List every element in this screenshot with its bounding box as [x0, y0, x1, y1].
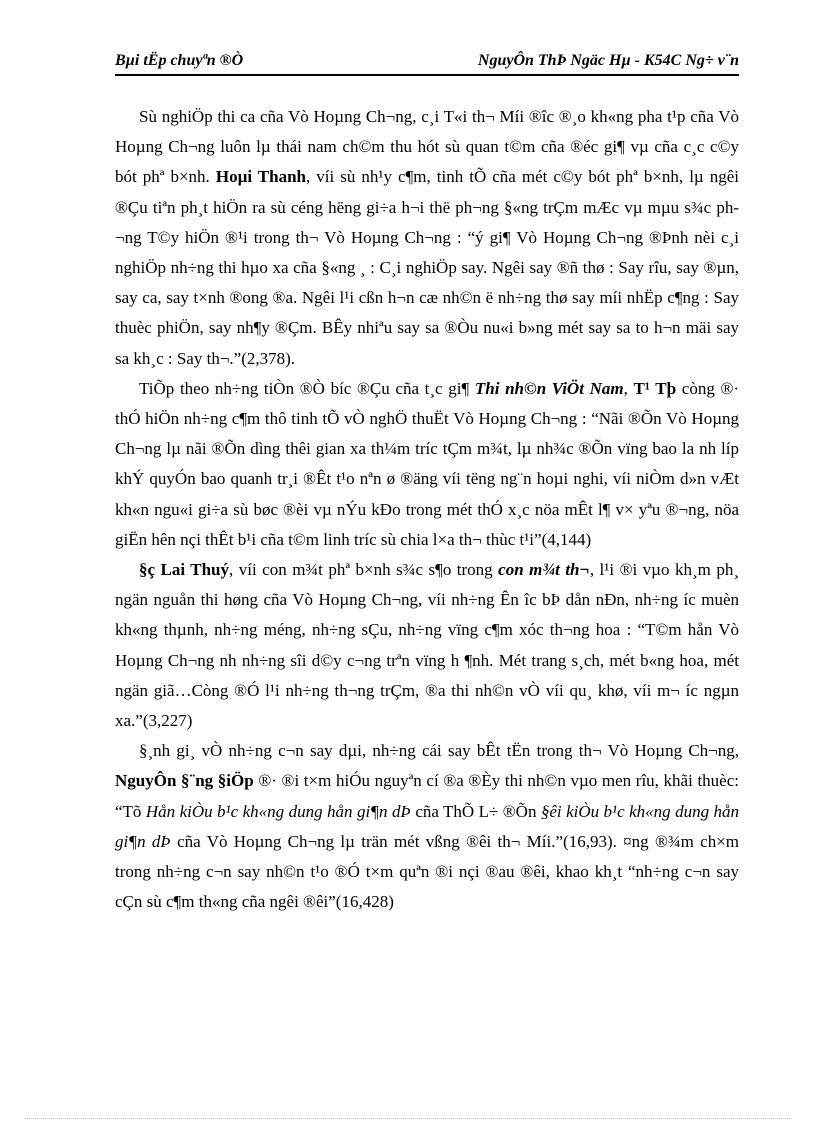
- book-title-thi-nhan-viet-nam: Thi nh©n ViÖt Nam: [474, 378, 624, 398]
- paragraph-3-text-d: , l¹i ®i vµo kh¸m ph¸ ngän nguån thi høng cña Vò Hoµng Ch¬ng, víi nh÷ng Ên îc bÞ dån nÐn, nh÷ng íc muèn kh«ng thµnh, nh÷ng méng, nh÷ng sÇu, nh÷ng vïng c¶m xóc th¬ng hoa : “T©m hån Vò Hoµng Ch¬ng nh nh÷ng sîi d©y c¬ng trªn vïng h ¶nh. Mét trang s¸ch, mét b«ng hoa, mét ngän giã…Còng ®Ó l¹i nh÷ng th¬ng trÇm, ®a thi nh©n vÒ víi qu¸ khø, víi m¬ íc ngµn xa.”(3,227): [115, 560, 739, 731]
- paragraph-4-text-g: cña Vò Hoµng Ch¬ng lµ trän mét vßng ®êi th¬ Míi.”(16,93). ¤ng ®¾m ch×m trong nh÷ng c¬n say nh©n t¹o ®Ó t×m quªn ®i nçi ®au ®êi, khao kh¸t “nh÷ng c¬n say cÇn sù c¶m th«ng cña ngêi ®êi”(16,428): [115, 831, 740, 912]
- book-title-con-mat-tho: con m¾t th¬: [498, 560, 590, 580]
- paragraph-1-text-c: , víi sù nh¹y c¶m, tinh tÕ cña mét c©y bót phª b×nh, lµ ngêi ®Çu tiªn ph¸t hiÖn ra sù céng hëng gi÷a h¬i thë ph¬ng §«ng trÇm mÆc vµ mµu s¾c ph¬ng T©y hiÖn ®¹i trong th¬ Vò Hoµng Ch¬ng : “ý gi¶ Vò Hoµng Ch¬ng ®Þnh nèi c¸i nghiÖp nh÷ng thi hµo xa cña §«ng ¸ : C¸i nghiÖp say. Ngêi say ®ñ thø : Say rîu, say ®µn, say ca, say t×nh ®ong ®a. Ngêi l¹i cßn h¬n cæ nh©n ë nh÷ng thø say míi nhËp c¶ng : Say thuèc phiÖn, say nh¶y ®Çm. BÊy nhiªu say sa ®Òu nu«i b»ng mét say sa to h¬n mäi say sa kh¸c : Say th¬.”(2,378).: [115, 167, 740, 368]
- header-right-author: NguyÔn ThÞ Ngäc Hµ - K54C Ng÷ v¨n: [477, 52, 739, 69]
- paragraph-4: [115, 736, 739, 917]
- paragraph-3-text-b: , víi con m¾t phª b×nh s¾c s¶o trong: [229, 560, 493, 580]
- page-header: [115, 50, 739, 76]
- author-ta-ty: T¹ Tþ: [633, 378, 677, 398]
- quoted-verse-2: §êi kiÒu b¹c kh«ng dung hån gi¶n dÞ: [115, 801, 740, 851]
- author-do-lai-thuy: §ç Lai Thuý: [139, 560, 230, 580]
- paragraph-1: [115, 102, 739, 374]
- paragraph-2-text-a: TiÕp theo nh÷ng tiÒn ®Ò bíc ®Çu cña t¸c gi¶: [139, 378, 470, 398]
- paragraph-2: [115, 374, 739, 555]
- header-left-title: Bµi tËp chuyªn ®Ò: [115, 52, 244, 69]
- paragraph-1-text-a: Sù nghiÖp thi ca cña Vò Hoµng Ch¬ng, c¸i T«i th¬ Míi ®îc ®¸o kh«ng pha t¹p cña Vò Hoµng Ch¬ng luôn lµ thái nam ch©m thu hót sù quan t©m cña ®éc gi¶ vµ cña c¸c c©y bót phª b×nh.: [115, 107, 739, 187]
- body-text: [115, 102, 739, 917]
- footer-divider: [24, 1118, 792, 1119]
- paragraph-4-text-e: cña ThÕ L÷ ®Õn: [415, 801, 537, 821]
- paragraph-3: [115, 555, 739, 736]
- paragraph-2-text-e: còng ®· thÓ hiÖn nh÷ng c¶m thô tinh tÕ vÒ nghÖ thuËt Vò Hoµng Ch¬ng : “Nãi ®Õn Vò Hoµng Ch¬ng lµ nãi ®Õn dìng thêi gian xa th¼m tríc tÇm m¾t, lµ nh¾c ®Õn vïng bao la nh líp khÝ quyÓn bao quanh tr¸i ®Êt t¹o nªn ø ®äng víi tëng ng¨n hoµi nghi, víi niÒm d»n vÆt kh«n ngu«i gi÷a sù bøc ®èi vµ nÝu kÐo trong mét thÓ x¸c nöa mÊt l¶ v× yªu ®¬ng, nöa giËn hên nçi thÊt b¹i cña t©m linh tríc sù chia l×a th¬ thùc t¹i”(4,144): [115, 378, 740, 549]
- author-nguyen-dang-diep: NguyÔn §¨ng §iÖp: [115, 771, 254, 791]
- paragraph-4-text-c: ®· ®i t×m hiÓu nguyªn cí ®a ®Èy thi nh©n vµo men rîu, khãi thuèc: “Tõ: [115, 771, 739, 821]
- author-hoai-thanh: Hoµi Thanh: [215, 167, 307, 187]
- paragraph-2-text-c: ,: [623, 378, 628, 398]
- paragraph-4-text-a: §¸nh gi¸ vÒ nh÷ng c¬n say dµi, nh÷ng cái say bÊt tËn trong th¬ Vò Hoµng Ch¬ng,: [139, 741, 739, 761]
- quoted-verse-1: Hån kiÒu b¹c kh«ng dung hån gi¶n dÞ: [145, 801, 411, 821]
